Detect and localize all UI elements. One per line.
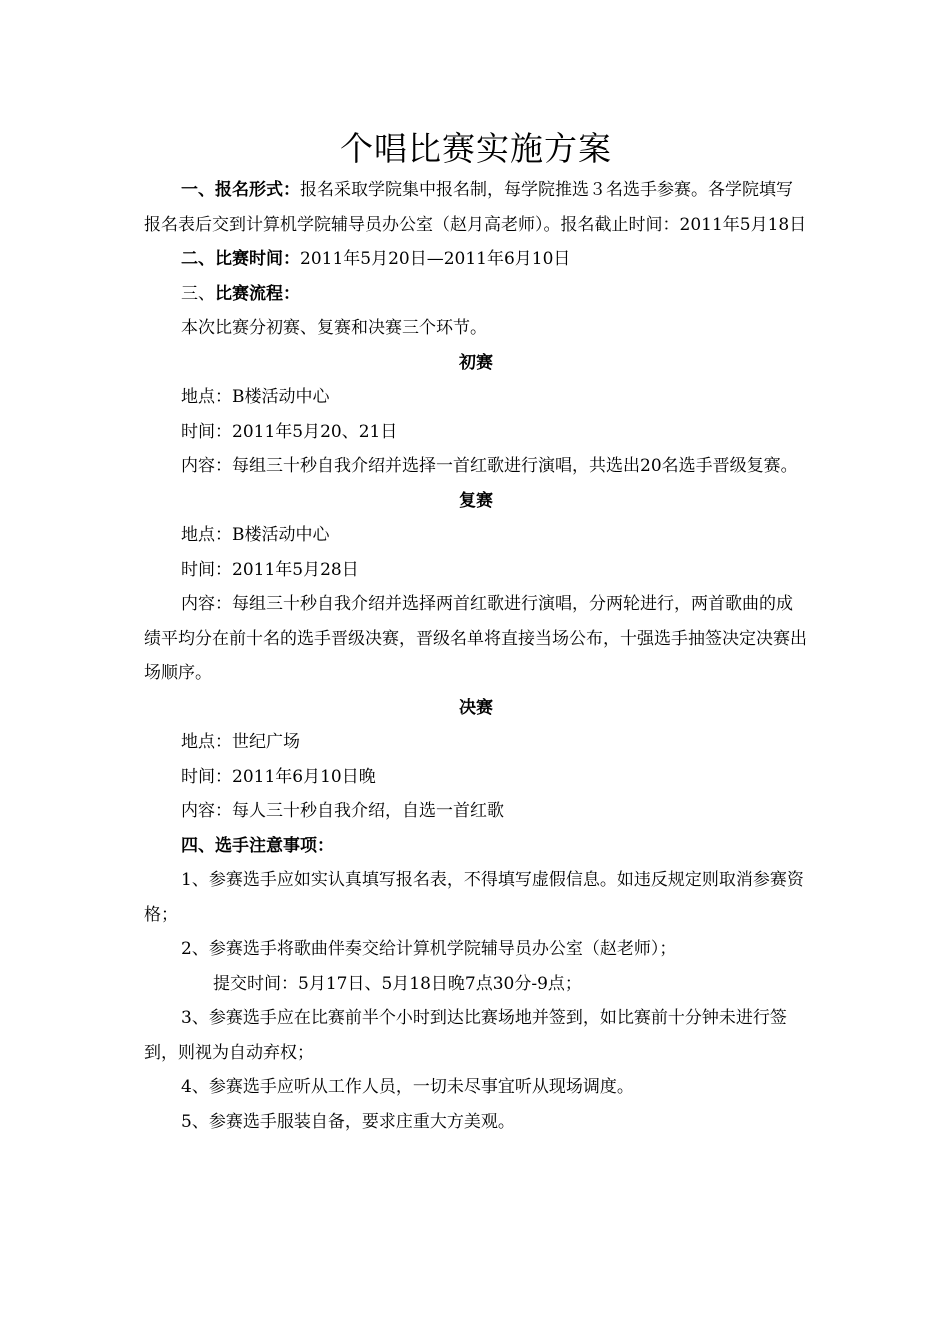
note-item: 1、参赛选手应如实认真填写报名表，不得填写虚假信息。如违反规定则取消参赛资格； — [144, 870, 804, 925]
note-item: 提交时间：5月17日、5月18日晚7点30分-9点； — [213, 973, 582, 994]
document-page — [144, 125, 808, 1139]
round-content: 内容：每人三十秒自我介绍，自选一首红歌 — [181, 801, 504, 821]
section-process — [144, 277, 808, 312]
note-item: 5、参赛选手服装自备，要求庄重大方美观。 — [181, 1111, 515, 1132]
section-registration — [144, 173, 808, 242]
note-item: 4、参赛选手应听从工作人员，一切未尽事宜听从现场调度。 — [181, 1077, 634, 1097]
round-content: 内容：每组三十秒自我介绍并选择两首红歌进行演唱，分两轮进行，两首歌曲的成绩平均分在前十名的选手晋级决赛，晋级名单将直接当场公布，十强选手抽签决定决赛出场顺序。 — [144, 594, 807, 683]
round-content: 内容：每组三十秒自我介绍并选择一首红歌进行演唱，共选出20名选手晋级复赛。 — [181, 456, 798, 476]
note-item: 2、参赛选手将歌曲伴奏交给计算机学院辅导员办公室（赵老师）； — [181, 939, 677, 959]
round-place: 地点：B楼活动中心 — [181, 525, 330, 545]
section-text: 2011年5月20日—2011年6月10日 — [300, 249, 571, 269]
round-time: 时间：2011年6月10日晚 — [181, 766, 376, 787]
round-heading: 决赛 — [459, 697, 493, 718]
section-text: 报名采取学院集中报名制，每学院推选３名选手参赛。各学院填写报名表后交到计算机学院辅导员办公室（赵月高老师）。报名截止时间：2011年5月18日 — [144, 180, 807, 235]
section-notes — [144, 829, 808, 864]
note-item: 3、参赛选手应在比赛前半个小时到达比赛场地并签到，如比赛前十分钟未进行签到，则视为自动弃权； — [144, 1008, 787, 1063]
section-label: 四、选手注意事项： — [181, 835, 334, 856]
round-time: 时间：2011年5月28日 — [181, 559, 359, 580]
section-label: 二、比赛时间： — [181, 249, 300, 269]
section-label: 比赛流程： — [215, 283, 300, 304]
process-intro: 本次比赛分初赛、复赛和决赛三个环节。 — [181, 318, 487, 338]
document-title: 个唱比赛实施方案 — [340, 129, 612, 168]
round-place: 地点：世纪广场 — [181, 732, 300, 752]
round-place: 地点：B楼活动中心 — [181, 387, 330, 407]
section-time — [144, 242, 808, 277]
round-heading: 复赛 — [459, 490, 493, 511]
section-label: 一、报名形式： — [181, 180, 300, 200]
round-time: 时间：2011年5月20、21日 — [181, 421, 398, 442]
round-heading: 初赛 — [459, 352, 493, 373]
section-prefix: 三、 — [181, 283, 215, 304]
